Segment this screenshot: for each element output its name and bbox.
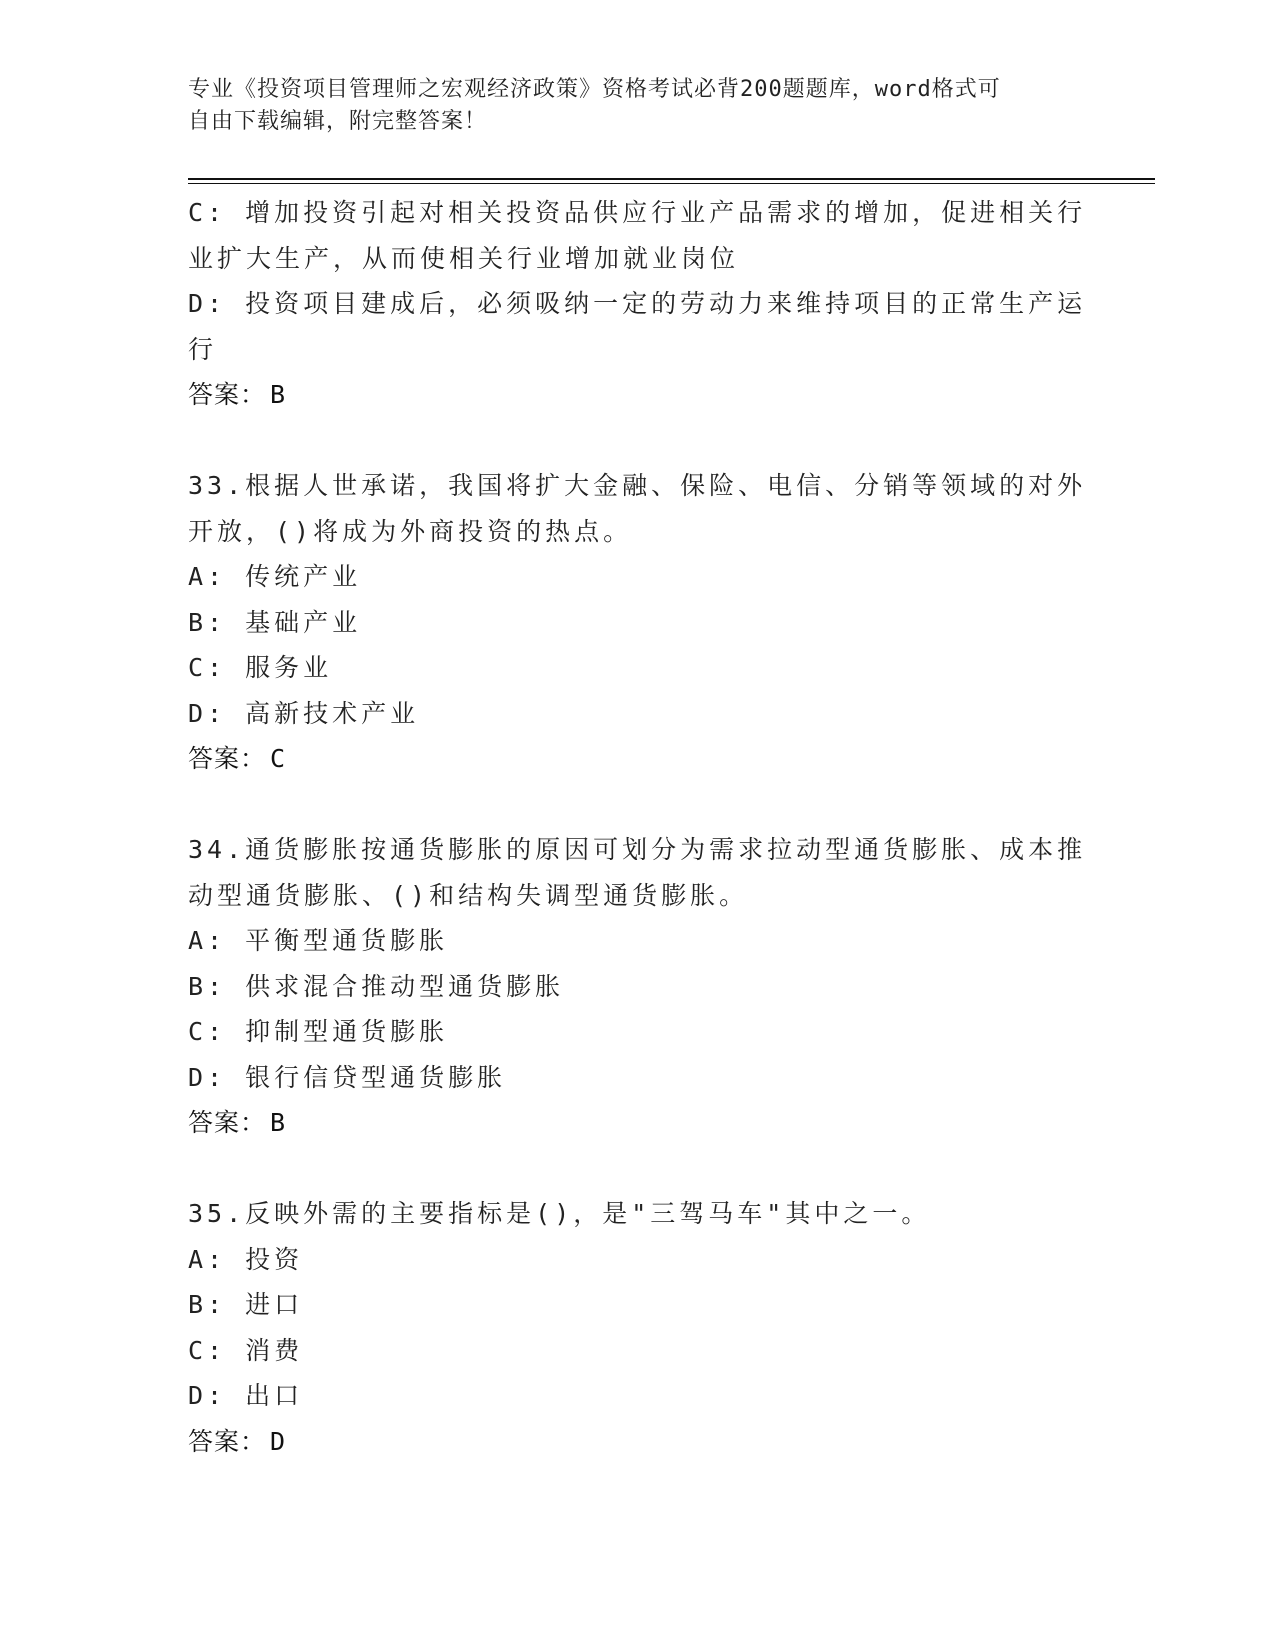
option-b: B: 基础产业 <box>188 607 362 637</box>
option-c: C: 抑制型通货膨胀 <box>188 1017 449 1046</box>
option-b: B: 供求混合推动型通货膨胀 <box>188 971 565 1001</box>
option-d: D: 银行信贷型通货膨胀 <box>188 1062 507 1092</box>
spacer <box>188 782 1088 828</box>
option-a: A: 平衡型通货膨胀 <box>188 926 449 955</box>
header-line-1: 专业《投资项目管理师之宏观经济政策》资格考试必背200题题库，word格式可 <box>188 77 1001 102</box>
question-stem-line-2: 动型通货膨胀、()和结构失调型通货膨胀。 <box>188 880 749 910</box>
answer-line <box>188 1100 1088 1146</box>
answer-label: 答案： <box>188 380 267 409</box>
answer-line <box>188 736 1088 782</box>
option-a: A: 传统产业 <box>188 562 362 591</box>
question-34 <box>188 827 1088 1146</box>
header-divider-thick <box>188 178 1155 180</box>
option-b: B: 进口 <box>188 1290 304 1319</box>
question-stem-line-1: 33.根据人世承诺，我国将扩大金融、保险、电信、分销等领域的对外 <box>188 471 1087 500</box>
answer-line <box>188 372 1088 418</box>
answer-value: B <box>270 1108 287 1137</box>
answer-label: 答案： <box>188 744 267 773</box>
question-32-tail <box>188 190 1088 418</box>
answer-label: 答案： <box>188 1426 267 1456</box>
option-d-line-1: D: 投资项目建成后，必须吸纳一定的劳动力来维持项目的正常生产运 <box>188 289 1087 318</box>
question-content <box>188 190 1088 1464</box>
option-a: A: 投资 <box>188 1244 304 1274</box>
option-c: C: 服务业 <box>188 653 333 682</box>
question-stem-line-2: 开放，()将成为外商投资的热点。 <box>188 516 633 546</box>
option-d-line-2: 行 <box>188 334 218 364</box>
option-c-line-2: 业扩大生产，从而使相关行业增加就业岗位 <box>188 243 740 273</box>
answer-value: D <box>270 1426 287 1456</box>
header-divider-thin <box>188 183 1155 184</box>
answer-line <box>188 1419 1088 1465</box>
question-33 <box>188 463 1088 782</box>
header-line-2: 自由下载编辑，附完整答案！ <box>188 109 488 134</box>
question-stem-line-1: 34.通货膨胀按通货膨胀的原因可划分为需求拉动型通货膨胀、成本推 <box>188 835 1087 864</box>
question-stem-line-1: 35.反映外需的主要指标是()，是"三驾马车"其中之一。 <box>188 1199 931 1228</box>
option-d: D: 出口 <box>188 1381 304 1410</box>
question-35 <box>188 1191 1088 1464</box>
document-header <box>188 74 1068 138</box>
option-c-line-1: C: 增加投资引起对相关投资品供应行业产品需求的增加，促进相关行 <box>188 198 1087 227</box>
spacer <box>188 418 1088 464</box>
option-d: D: 高新技术产业 <box>188 698 420 728</box>
option-c: C: 消费 <box>188 1335 304 1365</box>
answer-label: 答案： <box>188 1108 267 1137</box>
answer-value: B <box>270 380 287 409</box>
answer-value: C <box>270 744 287 773</box>
spacer <box>188 1146 1088 1192</box>
